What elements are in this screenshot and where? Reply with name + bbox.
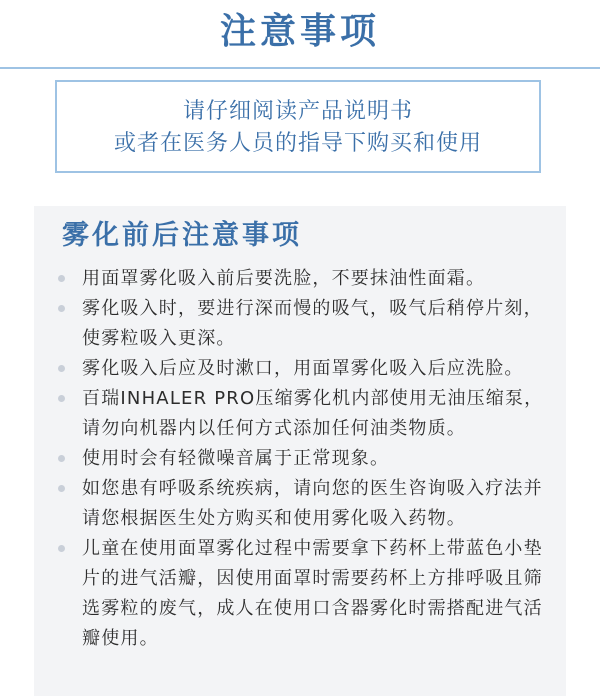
list-item-text: 用面罩雾化吸入前后要洗脸，不要抹油性面霜。 bbox=[82, 268, 486, 289]
list-item-text: 雾化吸入时，要进行深而慢的吸气，吸气后稍停片刻，使雾粒吸入更深。 bbox=[82, 298, 543, 349]
bullet-icon bbox=[58, 485, 65, 492]
list-item-text: 百瑞INHALER PRO压缩雾化机内部使用无油压缩泵，请勿向机器内以任何方式添加任何油类物质。 bbox=[82, 388, 544, 439]
list-item-text: 如您患有呼吸系统疾病，请向您的医生咨询吸入疗法并请您根据医生处方购买和使用雾化吸入药物。 bbox=[82, 478, 543, 529]
bullet-icon bbox=[58, 455, 65, 462]
list-item bbox=[52, 294, 552, 354]
page-title: 注意事项 bbox=[219, 11, 380, 52]
precautions-list bbox=[52, 264, 552, 654]
notice-box bbox=[55, 80, 541, 173]
bullet-icon bbox=[58, 305, 65, 312]
bullet-icon bbox=[58, 545, 65, 552]
list-item bbox=[52, 354, 552, 384]
list-item bbox=[52, 384, 552, 444]
notice-line-2: 或者在医务人员的指导下购买和使用 bbox=[113, 131, 482, 156]
list-item bbox=[52, 534, 552, 654]
notice-line-1: 请仔细阅读产品说明书 bbox=[182, 99, 413, 124]
list-item bbox=[52, 264, 552, 294]
list-item bbox=[52, 474, 552, 534]
list-item-text: 使用时会有轻微噪音属于正常现象。 bbox=[82, 448, 390, 469]
list-item bbox=[52, 444, 552, 474]
bullet-icon bbox=[58, 365, 65, 372]
list-item-text: 雾化吸入后应及时漱口，用面罩雾化吸入后应洗脸。 bbox=[82, 358, 524, 379]
title-divider bbox=[0, 67, 600, 69]
bullet-icon bbox=[58, 275, 65, 282]
list-item-text: 儿童在使用面罩雾化过程中需要拿下药杯上带蓝色小垫片的进气活瓣，因使用面罩时需要药杯上方排呼吸且筛选雾粒的废气，成人在使用口含器雾化时需搭配进气活瓣使用。 bbox=[82, 538, 543, 649]
section-title: 雾化前后注意事项 bbox=[62, 220, 302, 251]
precautions-card bbox=[34, 206, 566, 696]
bullet-icon bbox=[58, 395, 65, 402]
